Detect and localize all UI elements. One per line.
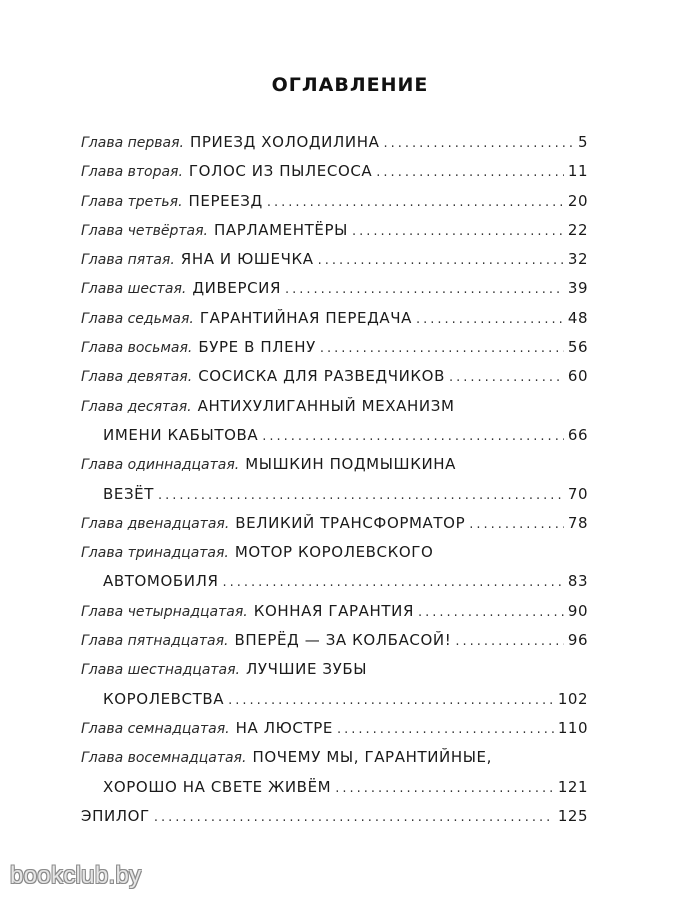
chapter-label: Глава седьмая. (81, 310, 194, 327)
chapter-title: ПАРЛАМЕНТЁРЫ (214, 220, 348, 239)
toc-entry (81, 626, 588, 655)
page-number: 60 (567, 367, 588, 386)
dot-leader (228, 686, 554, 715)
toc-entry (81, 157, 588, 186)
page-title: ОГЛАВЛЕНИЕ (271, 74, 429, 96)
dot-leader (352, 217, 564, 246)
toc-entry-line (81, 392, 588, 421)
toc-entry (81, 655, 588, 714)
chapter-label: Глава тринадцатая. (81, 545, 229, 562)
chapter-label: Глава шестнадцатая. (81, 662, 241, 679)
page-number: 66 (567, 425, 588, 444)
toc-entry (81, 597, 588, 626)
toc-entry-line (81, 245, 588, 274)
chapter-title: КОРОЛЕВСТВА (103, 689, 225, 708)
page-number: 96 (567, 631, 588, 650)
page-number: 110 (557, 718, 588, 737)
watermark: bookclub.by (10, 862, 142, 889)
page-number: 5 (577, 133, 588, 151)
chapter-label: Глава двенадцатая. (81, 515, 230, 532)
toc-entry-line (81, 450, 588, 479)
page-number: 90 (567, 601, 588, 620)
page-number: 22 (567, 220, 588, 239)
dot-leader (449, 363, 564, 392)
dot-leader (154, 803, 554, 832)
dot-leader (337, 715, 554, 744)
chapter-label: Глава одиннадцатая. (81, 457, 240, 474)
toc-entry-line (81, 685, 588, 714)
chapter-title: ГАРАНТИЙНАЯ ПЕРЕДАЧА (199, 308, 413, 327)
toc-entry (81, 304, 588, 333)
chapter-title: МЫШКИН ПОДМЫШКИНА (245, 455, 457, 474)
chapter-label: Глава четырнадцатая. (81, 603, 248, 620)
toc-entry-line (81, 480, 588, 509)
chapter-label: Глава девятая. (81, 369, 193, 386)
toc-entry-line (81, 274, 588, 303)
toc-entry (81, 743, 588, 802)
dot-leader (418, 598, 564, 627)
chapter-title: ГОЛОС ИЗ ПЫЛЕСОСА (188, 162, 373, 181)
toc-entry (81, 509, 588, 538)
dot-leader (320, 334, 564, 363)
chapter-title: АВТОМОБИЛЯ (103, 572, 219, 591)
chapter-title: БУРЕ В ПЛЕНУ (198, 338, 316, 357)
chapter-title: ИМЕНИ КАБЫТОВА (103, 425, 259, 444)
page-number: 39 (567, 279, 588, 298)
toc-entry (81, 450, 588, 509)
chapter-title: КОННАЯ ГАРАНТИЯ (253, 601, 414, 620)
dot-leader (158, 481, 564, 510)
toc-entry (81, 392, 588, 451)
chapter-label: Глава семнадцатая. (81, 720, 230, 737)
toc-entry-line (81, 216, 588, 245)
toc-entry-line (81, 421, 588, 450)
page-number: 102 (557, 689, 588, 708)
toc-entry-line (81, 157, 588, 186)
page-number: 20 (567, 191, 588, 210)
chapter-label: Глава первая. (81, 135, 184, 151)
page-number: 78 (567, 513, 588, 532)
toc-entry-line (81, 567, 588, 596)
toc-entry-line (81, 597, 588, 626)
chapter-title: ЯНА И ЮШЕЧКА (180, 250, 314, 269)
page-number: 83 (567, 572, 588, 591)
page-number: 125 (557, 806, 588, 825)
toc-entry (81, 216, 588, 245)
toc-entry-line (81, 802, 588, 831)
dot-leader (222, 568, 563, 597)
dot-leader (335, 774, 554, 803)
toc-entry-line (81, 333, 588, 362)
chapter-title: ЛУЧШИЕ ЗУБЫ (246, 660, 368, 679)
dot-leader (318, 246, 564, 275)
toc-entry-line (81, 655, 588, 684)
chapter-title: ВПЕРЁД — ЗА КОЛБАСОЙ! (234, 631, 452, 650)
toc-entry (81, 538, 588, 597)
chapter-label: Глава восемнадцатая. (81, 750, 247, 767)
chapter-title: НА ЛЮСТРЕ (235, 718, 333, 737)
chapter-title: ПОЧЕМУ МЫ, ГАРАНТИЙНЫЕ, (252, 748, 493, 767)
chapter-label: Глава восьмая. (81, 340, 193, 357)
toc-entry-line (81, 714, 588, 743)
dot-leader (416, 305, 564, 334)
page-number: 56 (567, 338, 588, 357)
chapter-label: Глава четвёртая. (81, 222, 209, 239)
chapter-label: Глава шестая. (81, 281, 187, 298)
toc-entry-line (81, 538, 588, 567)
chapter-label: Глава десятая. (81, 398, 192, 415)
toc-entry-line (81, 509, 588, 538)
chapter-title: АНТИХУЛИГАННЫЙ МЕХАНИЗМ (197, 396, 455, 415)
chapter-label: Глава пятнадцатая. (81, 633, 229, 650)
page-number: 48 (567, 308, 588, 327)
chapter-title: ДИВЕРСИЯ (192, 279, 282, 298)
toc-entry-line (81, 626, 588, 655)
page-number: 70 (567, 484, 588, 503)
chapter-title: ПЕРЕЕЗД (188, 191, 263, 210)
chapter-title: ПРИЕЗД ХОЛОДИЛИНА (189, 133, 380, 151)
toc-entry-line (81, 128, 588, 157)
chapter-label: Глава третья. (81, 193, 183, 210)
page-number: 11 (567, 162, 588, 181)
toc-entry (81, 802, 588, 831)
toc-entry (81, 333, 588, 362)
dot-leader (383, 129, 574, 158)
dot-leader (376, 158, 564, 187)
toc-entry (81, 362, 588, 391)
dot-leader (267, 188, 564, 217)
chapter-title: МОТОР КОРОЛЕВСКОГО (234, 543, 434, 562)
toc-entry-line (81, 743, 588, 772)
chapter-title: ВЕЛИКИЙ ТРАНСФОРМАТОР (235, 513, 466, 532)
page-number: 121 (557, 777, 588, 796)
chapter-label: Глава пятая. (81, 252, 175, 269)
chapter-label: Глава вторая. (81, 164, 183, 181)
chapter-title: ВЕЗЁТ (103, 484, 155, 503)
chapter-title: ЭПИЛОГ (81, 806, 150, 825)
toc-entry (81, 274, 588, 303)
toc-entry-line (81, 304, 588, 333)
dot-leader (469, 510, 564, 539)
dot-leader (285, 275, 564, 304)
toc-entry (81, 128, 588, 157)
toc-entry-line (81, 187, 588, 216)
page-number: 32 (567, 250, 588, 269)
toc-entry (81, 187, 588, 216)
chapter-title: ХОРОШО НА СВЕТЕ ЖИВЁМ (103, 777, 332, 796)
toc-entry-line (81, 773, 588, 802)
table-of-contents (81, 128, 588, 831)
toc-entry (81, 245, 588, 274)
toc-entry-line (81, 362, 588, 391)
dot-leader (262, 422, 564, 451)
chapter-title: СОСИСКА ДЛЯ РАЗВЕДЧИКОВ (198, 367, 445, 386)
toc-entry (81, 714, 588, 743)
dot-leader (455, 627, 564, 656)
